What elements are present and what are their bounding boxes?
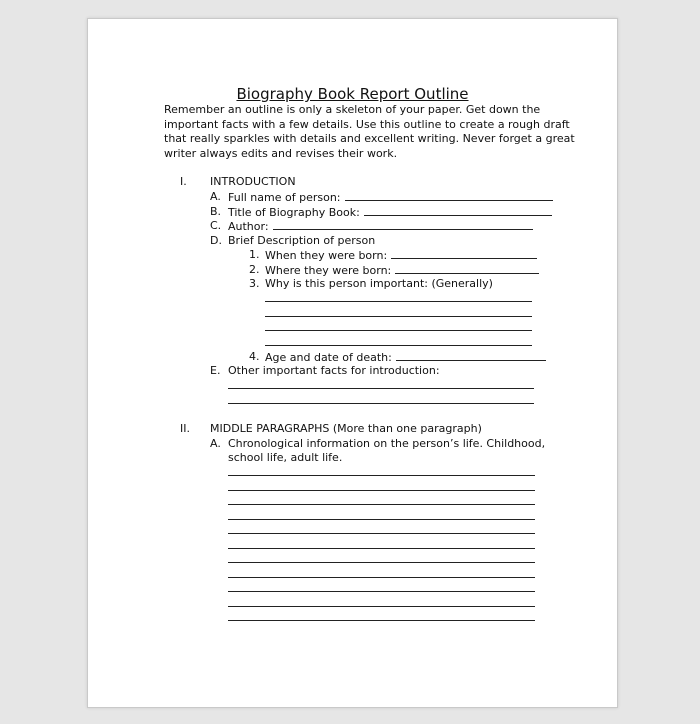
death-label: Age and date of death: bbox=[265, 351, 392, 364]
sub-2-marker: 2. bbox=[249, 263, 260, 276]
intro-paragraph: Remember an outline is only a skeleton of your paper. Get down the important facts with a few details. Use this outline to create a rough draft that really sparkles with details and excellent writing. Never forget a great writer always edits and revises their work. bbox=[164, 103, 575, 161]
death-blank[interactable] bbox=[396, 350, 546, 361]
chronological-label-line-2: school life, adult life. bbox=[228, 451, 343, 464]
other-facts-line-2[interactable] bbox=[228, 403, 534, 404]
chronological-label-line-1: Chronological information on the person’s life. Childhood, bbox=[228, 437, 546, 450]
when-born-label: When they were born: bbox=[265, 249, 388, 262]
middle-line-5[interactable] bbox=[228, 533, 535, 534]
document-page bbox=[87, 18, 618, 708]
middle-line-6[interactable] bbox=[228, 548, 535, 549]
document-title: Biography Book Report Outline bbox=[236, 85, 469, 103]
importance-label: Why is this person important: (Generally) bbox=[265, 277, 493, 290]
full-name-label: Full name of person: bbox=[228, 191, 341, 204]
author-row bbox=[228, 219, 533, 233]
middle-line-7[interactable] bbox=[228, 562, 535, 563]
sub-1-marker: 1. bbox=[249, 248, 260, 261]
middle-line-1[interactable] bbox=[228, 475, 535, 476]
full-name-row bbox=[228, 190, 553, 204]
middle-line-10[interactable] bbox=[228, 606, 535, 607]
importance-line-4[interactable] bbox=[265, 345, 532, 346]
author-blank[interactable] bbox=[273, 219, 533, 230]
item-c-marker: C. bbox=[210, 219, 222, 232]
author-label: Author: bbox=[228, 220, 269, 233]
death-row bbox=[265, 350, 546, 364]
middle-line-8[interactable] bbox=[228, 577, 535, 578]
middle-line-9[interactable] bbox=[228, 591, 535, 592]
item-e-marker: E. bbox=[210, 364, 221, 377]
sub-3-marker: 3. bbox=[249, 277, 260, 290]
book-title-blank[interactable] bbox=[364, 205, 552, 216]
full-name-blank[interactable] bbox=[345, 190, 553, 201]
item-d-marker: D. bbox=[210, 234, 222, 247]
where-born-row bbox=[265, 263, 539, 277]
book-title-row bbox=[228, 205, 552, 219]
middle-line-4[interactable] bbox=[228, 519, 535, 520]
page-content bbox=[88, 19, 617, 707]
item-a-marker: A. bbox=[210, 190, 221, 203]
where-born-blank[interactable] bbox=[395, 263, 539, 274]
middle-line-3[interactable] bbox=[228, 504, 535, 505]
middle-line-11[interactable] bbox=[228, 620, 535, 621]
when-born-row bbox=[265, 248, 537, 262]
description-label: Brief Description of person bbox=[228, 234, 376, 247]
importance-line-3[interactable] bbox=[265, 330, 532, 331]
importance-line-2[interactable] bbox=[265, 316, 532, 317]
section-2-numeral: II. bbox=[180, 422, 190, 435]
section-2-heading: MIDDLE PARAGRAPHS (More than one paragraph) bbox=[210, 422, 482, 435]
other-facts-line-1[interactable] bbox=[228, 388, 534, 389]
middle-line-2[interactable] bbox=[228, 490, 535, 491]
item-b-marker: B. bbox=[210, 205, 222, 218]
section-1-heading: INTRODUCTION bbox=[210, 175, 296, 188]
section-1-numeral: I. bbox=[180, 175, 187, 188]
where-born-label: Where they were born: bbox=[265, 264, 392, 277]
when-born-blank[interactable] bbox=[391, 248, 537, 259]
item-2a-marker: A. bbox=[210, 437, 221, 450]
book-title-label: Title of Biography Book: bbox=[228, 206, 360, 219]
importance-line-1[interactable] bbox=[265, 301, 532, 302]
sub-4-marker: 4. bbox=[249, 350, 260, 363]
other-facts-label: Other important facts for introduction: bbox=[228, 364, 440, 377]
